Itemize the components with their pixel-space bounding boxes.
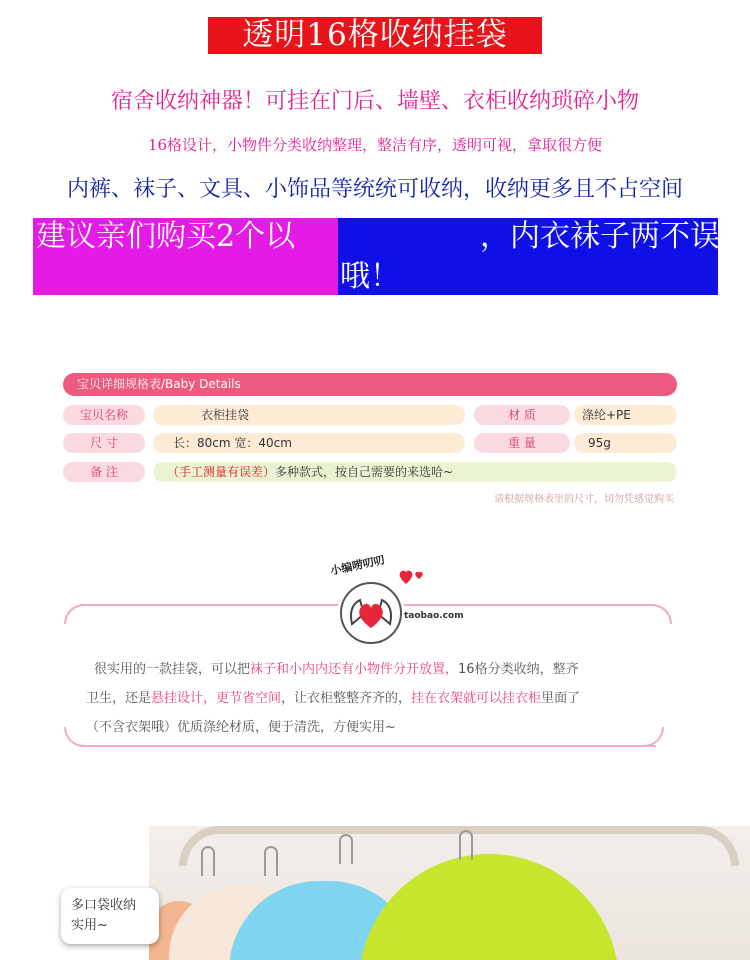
promo-text-tail: 哦！: [340, 259, 400, 294]
photo-badge-line2: 实用~: [71, 918, 108, 933]
desc-text: 很实用的一款挂袋，可以把: [94, 662, 251, 677]
spec-label-size: 尺 寸: [63, 433, 145, 453]
promo-text-right: ，内衣袜子两不误: [480, 219, 720, 254]
logo-badge: [340, 582, 402, 644]
heart-hands-icon: [342, 584, 400, 642]
spec-label-weight: 重 量: [474, 433, 570, 453]
headline-16-grid: 16格设计，小物件分类收纳整理，整洁有序，透明可视，拿取很方便: [147, 136, 603, 154]
hanger-hook-icon: [201, 846, 215, 876]
spec-value-name: 衣柜挂袋: [153, 405, 465, 425]
spec-value-size: 长：80cm 宽：40cm: [153, 433, 465, 453]
desc-text: 卫生，还是: [86, 691, 152, 706]
desc-highlight: 挂在衣架就可以挂衣柜: [411, 691, 542, 706]
hanger-hook-icon: [264, 846, 278, 876]
product-description: [86, 655, 664, 742]
hanger-hook-icon: [459, 830, 473, 860]
promo-text-left: 建议亲们购买2个以: [36, 219, 296, 254]
frame-top-right-line: [404, 604, 654, 606]
photo-badge: [61, 888, 159, 944]
desc-highlight: 悬挂设计，更节省空间: [151, 691, 282, 706]
spec-note-text: 多种款式，按自己需要的来选哈~: [275, 465, 454, 479]
spec-table-heading: 宝贝详细规格表/Baby Details: [63, 373, 677, 396]
spec-note-highlight: （手工测量有误差）: [167, 465, 276, 479]
headline-items: 内裤、袜子、文具、小饰品等统统可收纳，收纳更多且不占空间: [66, 177, 683, 202]
spec-value-weight: 95g: [574, 433, 677, 453]
spec-label-name: 宝贝名称: [63, 405, 145, 425]
photo-badge-line1: 多口袋收纳: [71, 898, 137, 913]
taobao-label: taobao.com: [404, 611, 464, 621]
frame-corner-tl: [64, 604, 84, 624]
spec-label-material: 材 质: [474, 405, 570, 425]
desc-text: ，让衣柜整整齐齐的，: [281, 691, 412, 706]
desc-line-1: [94, 655, 664, 684]
hanger-hook-icon: [339, 834, 353, 864]
spec-value-note: [153, 462, 677, 482]
frame-corner-tr: [652, 604, 672, 624]
spec-label-note: 备 注: [63, 462, 145, 482]
frame-corner-bl: [64, 727, 84, 747]
desc-line-2: [86, 684, 664, 713]
spec-value-material: 涤纶+PE: [574, 405, 677, 425]
desc-highlight: 袜子和小内内还有小物件分开放置，: [250, 662, 459, 677]
frame-top-left-line: [80, 604, 338, 606]
logo-caption: 小编唠叨叨: [329, 553, 386, 578]
desc-text: （不含衣架哦）优质涤纶材质，便于清洗，方便实用~: [86, 720, 396, 735]
small-hearts-icon: [396, 566, 428, 586]
desc-text: 16格分类收纳，整齐: [458, 662, 579, 677]
desc-line-3: [86, 713, 664, 742]
bag-green: [359, 854, 619, 960]
spec-hint: 请根据规格表里的尺寸，切勿凭感觉购买: [494, 494, 674, 505]
headline-dorm-storage: 宿舍收纳神器！可挂在门后、墙壁、衣柜收纳琐碎小物: [110, 89, 639, 114]
page-title: 透明16格收纳挂袋: [208, 17, 542, 54]
frame-bottom-line: [80, 745, 656, 747]
product-photo: [149, 826, 750, 960]
desc-text: 里面了: [541, 691, 581, 706]
